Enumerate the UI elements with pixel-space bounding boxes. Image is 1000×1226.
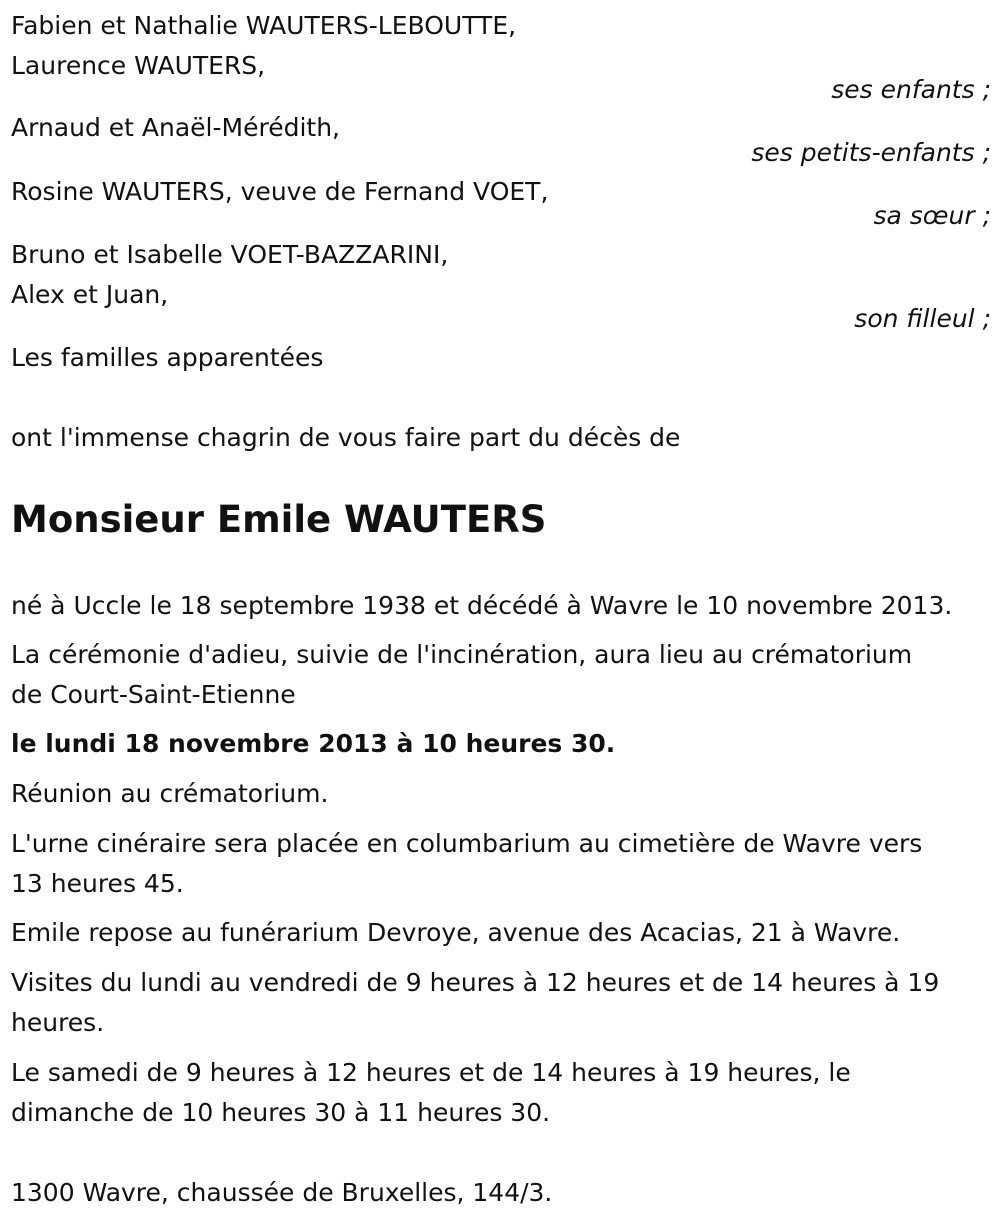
godson-line-1: Bruno et Isabelle VOET-BAZZARINI,: [11, 240, 449, 269]
children-line-1: Fabien et Nathalie WAUTERS-LEBOUTTE,: [11, 11, 517, 40]
children-role: ses enfants ;: [831, 75, 991, 104]
sister-line: Rosine WAUTERS, veuve de Fernand VOET,: [11, 177, 549, 206]
grandchildren-line: Arnaud et Anaël-Mérédith,: [11, 113, 340, 142]
visits-weekdays-line-1: Visites du lundi au vendredi de 9 heures à 12 heures et de 14 heures à 19: [11, 968, 940, 997]
sister-role: sa sœur ;: [873, 201, 991, 230]
ceremony-line-1: La cérémonie d'adieu, suivie de l'incinération, aura lieu au crématorium: [11, 640, 913, 669]
visits-weekdays-line-2: heures.: [11, 1008, 105, 1037]
birth-death-line: né à Uccle le 18 septembre 1938 et décédé à Wavre le 10 novembre 2013.: [11, 591, 953, 620]
visits-weekend-line-1: Le samedi de 9 heures à 12 heures et de 14 heures à 19 heures, le: [11, 1058, 851, 1087]
godson-role: son filleul ;: [854, 304, 991, 333]
ceremony-line-2: de Court-Saint-Etienne: [11, 680, 296, 709]
announcement-intro: ont l'immense chagrin de vous faire part du décès de: [11, 423, 681, 452]
urn-line-2: 13 heures 45.: [11, 869, 184, 898]
rest-place-line: Emile repose au funérarium Devroye, avenue des Acacias, 21 à Wavre.: [11, 918, 901, 947]
deceased-name: Monsieur Emile WAUTERS: [11, 498, 547, 541]
address-line: 1300 Wavre, chaussée de Bruxelles, 144/3.: [11, 1178, 553, 1207]
meeting-line: Réunion au crématorium.: [11, 779, 329, 808]
grandchildren-role: ses petits-enfants ;: [751, 138, 991, 167]
visits-weekend-line-2: dimanche de 10 heures 30 à 11 heures 30.: [11, 1098, 551, 1127]
urn-line-1: L'urne cinéraire sera placée en columbarium au cimetière de Wavre vers: [11, 829, 923, 858]
godson-line-2: Alex et Juan,: [11, 280, 169, 309]
children-line-2: Laurence WAUTERS,: [11, 51, 266, 80]
related-families: Les familles apparentées: [11, 343, 324, 372]
ceremony-date: le lundi 18 novembre 2013 à 10 heures 30.: [11, 729, 616, 758]
